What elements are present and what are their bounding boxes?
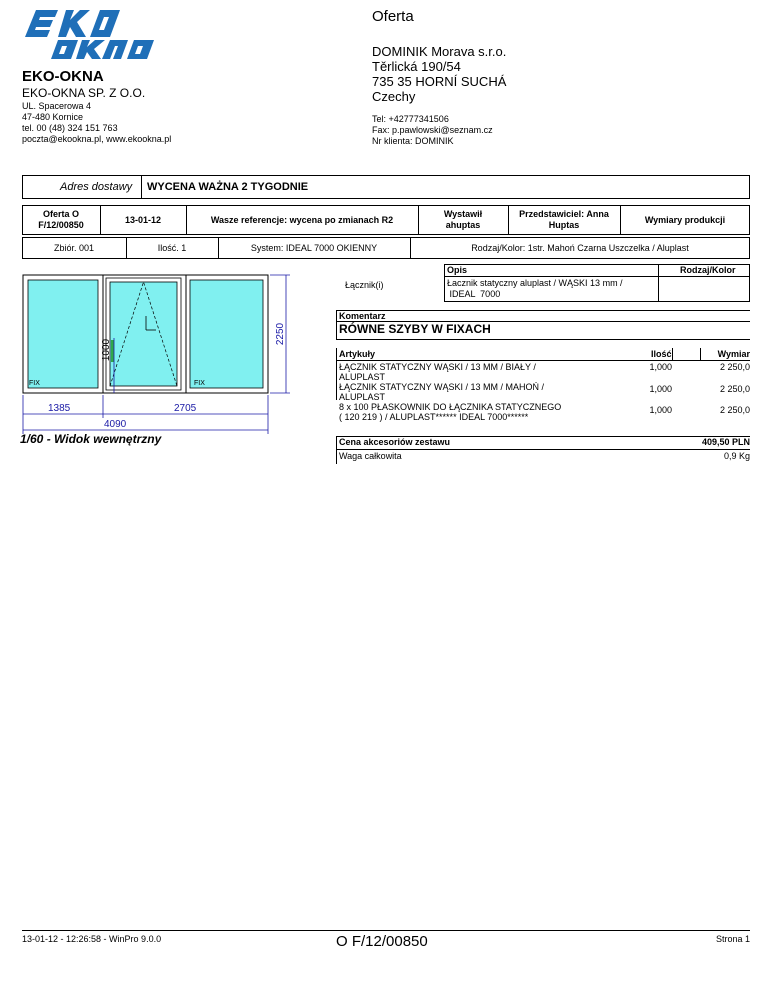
comment-label: Komentarz <box>339 311 386 321</box>
recipient-name: DOMINIK Morava s.r.o. <box>372 44 507 59</box>
company-full-name: EKO-OKNA SP. Z O.O. <box>22 86 146 100</box>
company-short-name: EKO-OKNA <box>22 68 104 85</box>
recipient-contact <box>372 114 493 147</box>
footer-page: Strona 1 <box>715 934 750 944</box>
recipient-client-no: Nr klienta: DOMINIK <box>372 136 454 146</box>
width-left-dimension: 1385 <box>48 403 71 414</box>
opis-row-label: Łącznik(i) <box>345 280 384 290</box>
price-value: 409,50 PLN <box>701 437 750 447</box>
address-line: 47-480 Kornice <box>22 112 84 122</box>
delivery-value: WYCENA WAŻNA 2 TYGODNIE <box>147 181 309 193</box>
address-line: poczta@ekookna.pl, www.ekookna.pl <box>22 134 172 144</box>
color-spec: Rodzaj/Kolor: 1str. Mahoń Czarna Uszczelka / Aluplast <box>471 242 689 253</box>
inner-height-dimension: 1000 <box>101 338 112 362</box>
recipient-fax: Fax: p.pawlowski@seznam.cz <box>372 125 493 135</box>
fix-right-label: FIX <box>194 380 205 387</box>
article-row <box>339 362 561 422</box>
article-dim: 2 250,0 <box>719 405 750 415</box>
articles-header-qty: Ilość <box>651 349 672 359</box>
company-address <box>22 101 171 145</box>
width-right-dimension: 2705 <box>174 403 197 414</box>
production-dims: Wymiary produkcji <box>644 214 726 225</box>
set-quantity: Ilość. 1 <box>157 242 187 253</box>
recipient-block <box>372 44 506 104</box>
opis-line: IDEAL 7000 <box>447 289 501 299</box>
article-name-line: ALUPLAST <box>339 392 386 402</box>
opis-line: Łacznik statyczny aluplast / WĄSKI 13 mm / <box>447 278 623 288</box>
articles-header-dim: Wymiar <box>717 349 750 359</box>
drawing-caption: 1/60 - Widok wewnętrzny <box>20 432 162 446</box>
representative: Przedstawiciel: Anna Huptas <box>519 209 609 230</box>
totals-block <box>336 436 750 464</box>
comment-value: RÓWNE SZYBY W FIXACH <box>339 322 491 336</box>
glass-middle-sash <box>110 282 177 386</box>
recipient-tel: Tel: +42777341506 <box>372 114 449 124</box>
footer-divider <box>22 930 750 931</box>
recipient-city: 735 35 HORNÍ SUCHÁ <box>372 74 507 89</box>
window-drawing <box>18 268 300 438</box>
article-qty: 1,000 <box>649 384 672 394</box>
company-logo <box>22 6 164 62</box>
width-total-dimension: 4090 <box>104 419 127 430</box>
weight-label: Waga całkowita <box>339 451 402 461</box>
recipient-street: Těrlická 190/54 <box>372 59 461 74</box>
article-name-line: 8 x 100 PŁASKOWNIK DO ŁĄCZNIKA STATYCZNEGO <box>339 402 562 412</box>
glass-right-fix <box>190 280 263 388</box>
articles-table <box>336 348 750 422</box>
footer-timestamp: 13-01-12 - 12:26:58 - WinPro 9.0.0 <box>22 934 162 944</box>
weight-value: 0,9 Kg <box>723 451 750 461</box>
offer-date: 13-01-12 <box>124 214 162 225</box>
glass-left-fix <box>28 280 98 388</box>
footer-document-number: O F/12/00850 <box>336 933 428 950</box>
article-dim: 2 250,0 <box>719 384 750 394</box>
opis-cell <box>447 278 623 300</box>
delivery-label: Adres dostawy <box>60 181 133 193</box>
set-number: Zbiór. 001 <box>53 242 95 253</box>
article-dim: 2 250,0 <box>719 362 750 372</box>
rodzaj-header: Rodzaj/Kolor <box>680 265 736 275</box>
client-reference: Wasze referencje: wycena po zmianach R2 <box>210 214 394 225</box>
address-line: tel. 00 (48) 324 151 763 <box>22 123 118 133</box>
window-system: System: IDEAL 7000 OKIENNY <box>250 242 378 253</box>
document-title: Oferta <box>372 8 414 25</box>
article-name-line: ŁĄCZNIK STATYCZNY WĄSKI / 13 MM / BIAŁY / <box>339 362 536 372</box>
article-name-line: ŁĄCZNIK STATYCZNY WĄSKI / 13 MM / MAHOŃ / <box>339 382 545 392</box>
opis-header: Opis <box>447 265 468 275</box>
recipient-country: Czechy <box>372 89 416 104</box>
article-qty: 1,000 <box>649 405 672 415</box>
article-name-line: ( 120 219 ) / ALUPLAST****** IDEAL 7000****** <box>339 412 529 422</box>
articles-header-name: Artykuły <box>339 349 376 359</box>
height-dimension: 2250 <box>275 322 286 346</box>
article-name-line: ALUPLAST <box>339 372 386 382</box>
offer-number: Oferta O F/12/00850 <box>38 209 84 230</box>
fix-left-label: FIX <box>29 380 40 387</box>
article-qty: 1,000 <box>649 362 672 372</box>
issued-by: Wystawił ahuptas <box>443 209 483 230</box>
price-label: Cena akcesoriów zestawu <box>339 437 451 447</box>
address-line: UL. Spacerowa 4 <box>22 101 92 111</box>
